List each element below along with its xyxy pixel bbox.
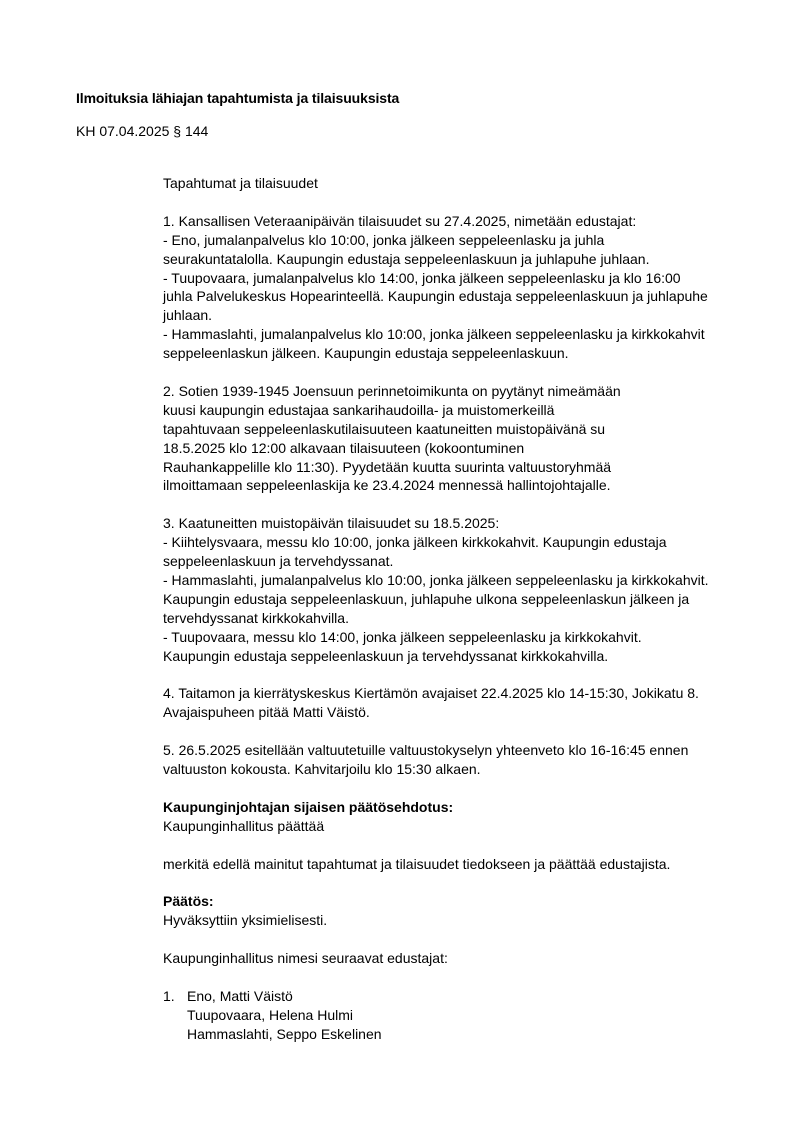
item-line: Rauhankappelille klo 11:30). Pyydetään kuutta suurinta valtuustoryhmää xyxy=(163,458,612,475)
item-line: - Hammaslahti, jumalanpalvelus klo 10:00, jonka jälkeen seppeleenlasku ja kirkkokahvit. xyxy=(163,571,709,588)
meeting-reference: KH 07.04.2025 § 144 xyxy=(76,123,209,139)
item-line: Avajaispuheen pitää Matti Väistö. xyxy=(163,704,370,721)
item-line: ilmoittamaan seppeleenlaskija ke 23.4.2024 mennessä hallintojohtajalle. xyxy=(163,477,611,494)
item-line: - Hammaslahti, jumalanpalvelus klo 10:00, jonka jälkeen seppeleenlasku ja kirkkokahvit xyxy=(163,326,705,343)
representative: Hammaslahti, Seppo Eskelinen xyxy=(187,1025,382,1042)
decision-heading: Päätös: xyxy=(163,893,214,910)
item-4 xyxy=(163,684,763,722)
item-line: juhlaan. xyxy=(163,307,213,324)
item-line: 18.5.2025 klo 12:00 alkavaan tilaisuuteen (kokoontuminen xyxy=(163,439,525,456)
list-number: 1. xyxy=(163,987,175,1004)
item-line: - Kiihtelysvaara, messu klo 10:00, jonka jälkeen kirkkokahvit. Kaupungin edustaja xyxy=(163,534,667,551)
representatives-list xyxy=(163,987,763,1044)
document-body xyxy=(163,174,763,1044)
item-line: seppeleenlaskuun ja tervehdyssanat. xyxy=(163,553,394,570)
item-line: 3. Kaatuneitten muistopäivän tilaisuudet su 18.5.2025: xyxy=(163,515,500,532)
item-line: 2. Sotien 1939-1945 Joensuun perinnetoimikunta on pyytänyt nimeämään xyxy=(163,382,621,399)
item-line: seurakuntatalolla. Kaupungin edustaja seppeleenlaskuun ja juhlapuhe juhlaan. xyxy=(163,250,650,267)
document-title: Ilmoituksia lähiajan tapahtumista ja tilaisuuksista xyxy=(76,90,400,106)
item-line: - Tuupovaara, jumalanpalvelus klo 14:00, jonka jälkeen seppeleenlasku ja klo 16:00 xyxy=(163,269,681,286)
item-line: tapahtuvaan seppeleenlaskutilaisuuteen kaatuneitten muistopäivänä su xyxy=(163,420,606,437)
item-line: 1. Kansallisen Veteraanipäivän tilaisuudet su 27.4.2025, nimetään edustajat: xyxy=(163,212,637,229)
decision-intro: Kaupunginhallitus nimesi seuraavat edustajat: xyxy=(163,950,448,967)
item-line: juhla Palvelukeskus Hopearinteellä. Kaupungin edustaja seppeleenlaskuun ja juhlapuhe xyxy=(163,288,708,305)
proposal-heading: Kaupunginjohtajan sijaisen päätösehdotus: xyxy=(163,798,454,815)
proposal-text: merkitä edellä mainitut tapahtumat ja tilaisuudet tiedokseen ja päättää edustajista. xyxy=(163,855,671,872)
section-heading: Tapahtumat ja tilaisuudet xyxy=(163,175,318,191)
item-line: seppeleenlaskun jälkeen. Kaupungin edustaja seppeleenlaskuun. xyxy=(163,345,569,362)
item-line: Kaupungin edustaja seppeleenlaskuun ja tervehdyssanat kirkkokahvilla. xyxy=(163,647,609,664)
item-3 xyxy=(163,514,763,665)
item-line: 5. 26.5.2025 esitellään valtuutetuille valtuustokyselyn yhteenveto klo 16-16:45 ennen xyxy=(163,742,689,759)
item-5 xyxy=(163,741,763,779)
item-line: tervehdyssanat kirkkokahvilla. xyxy=(163,609,349,626)
item-line: 4. Taitamon ja kierrätyskeskus Kiertämön avajaiset 22.4.2025 klo 14-15:30, Jokikatu 8. xyxy=(163,685,699,702)
item-2 xyxy=(163,382,763,495)
decision-text: Hyväksyttiin yksimielisesti. xyxy=(163,912,328,929)
item-1 xyxy=(163,212,763,363)
representative: Tuupovaara, Helena Hulmi xyxy=(187,1006,354,1023)
item-line: kuusi kaupungin edustajaa sankarihaudoilla- ja muistomerkeillä xyxy=(163,401,555,418)
representative: Eno, Matti Väistö xyxy=(187,987,293,1004)
item-line: valtuuston kokousta. Kahvitarjoilu klo 15:30 alkaen. xyxy=(163,761,481,778)
item-line: Kaupungin edustaja seppeleenlaskuun, juhlapuhe ulkona seppeleenlaskun jälkeen ja xyxy=(163,590,690,607)
proposal-line: Kaupunginhallitus päättää xyxy=(163,817,325,834)
item-line: - Eno, jumalanpalvelus klo 10:00, jonka jälkeen seppeleenlasku ja juhla xyxy=(163,231,605,248)
item-line: - Tuupovaara, messu klo 14:00, jonka jälkeen seppeleenlasku ja kirkkokahvit. xyxy=(163,628,642,645)
